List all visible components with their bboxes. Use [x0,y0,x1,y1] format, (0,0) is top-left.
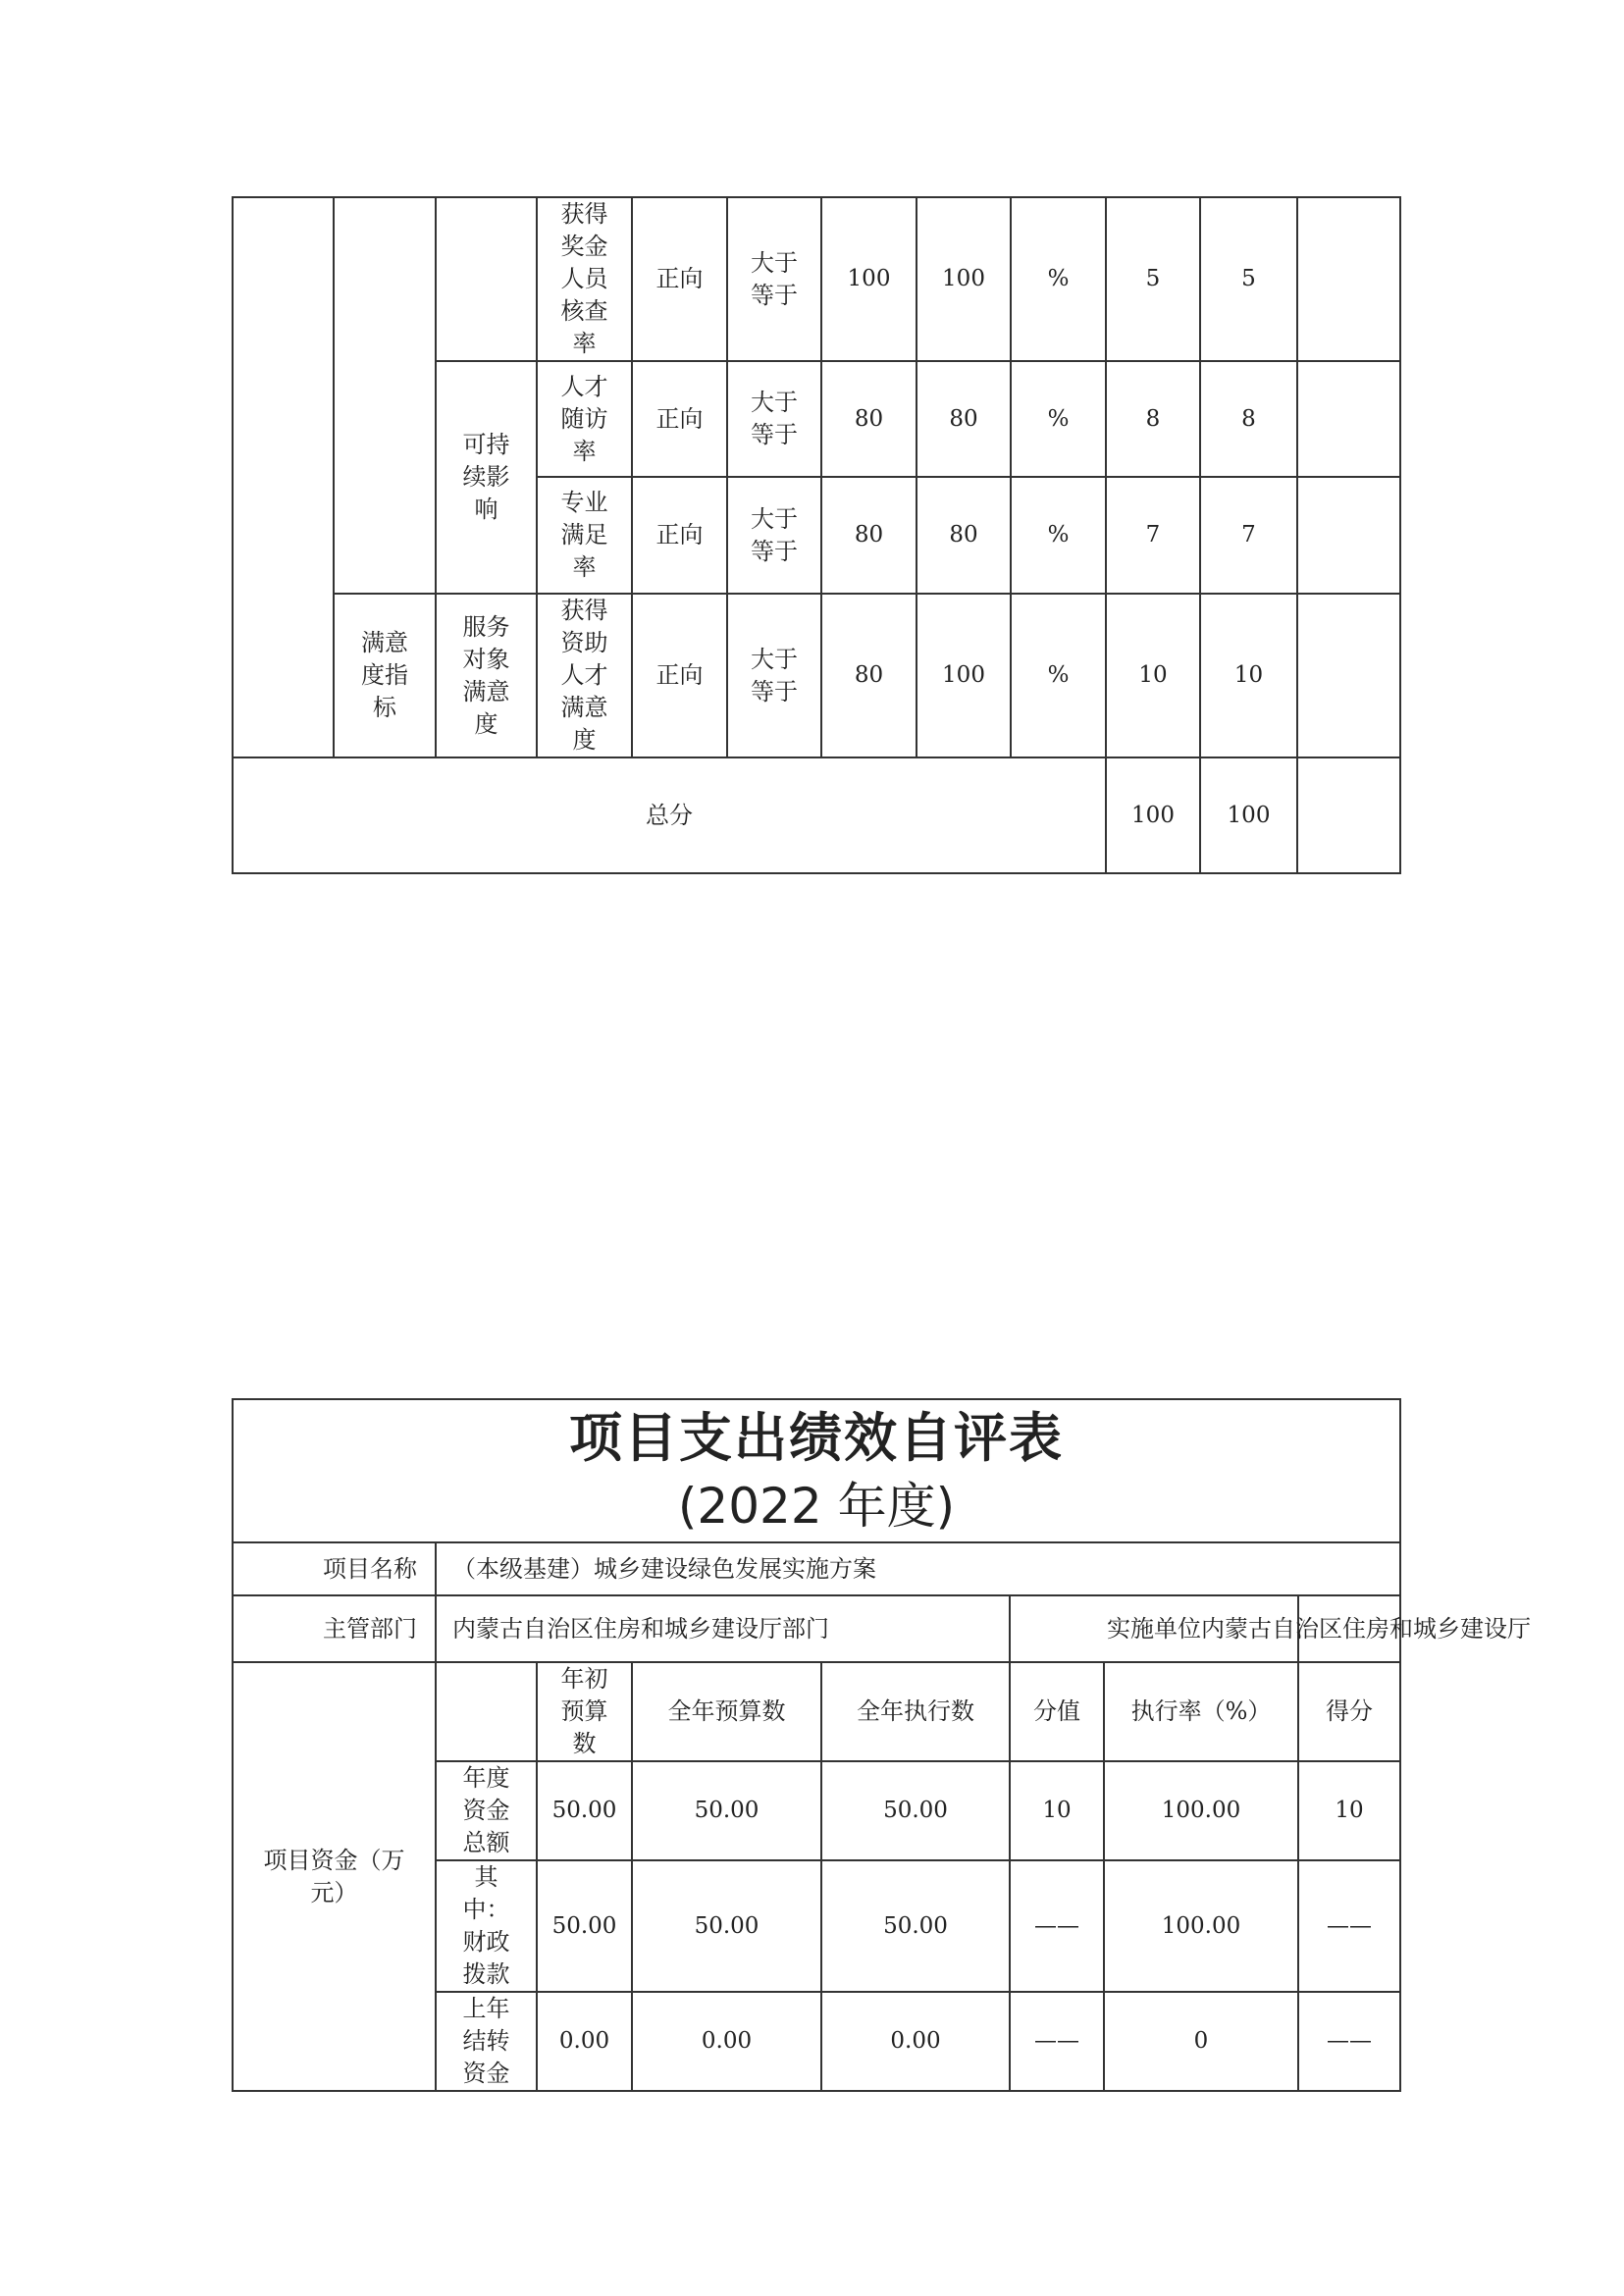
actual-cell: 100 [917,594,1011,757]
direction-cell: 正向 [632,594,727,757]
total-label: 总分 [233,757,1106,873]
rate-cell: 0 [1104,1992,1298,2091]
project-name-label: 项目名称 [233,1542,436,1595]
title-cell [233,1399,1400,1542]
target-cell: 80 [821,594,917,757]
note-cell [1297,594,1400,757]
header-score: 得分 [1298,1662,1400,1761]
project-name-row [233,1542,1400,1595]
relation-cell [727,197,821,361]
header-annual: 全年预算数 [632,1662,821,1761]
score-cell: —— [1298,1992,1400,2091]
score-cell: 5 [1200,197,1297,361]
header-text: 年初预算数 [560,1665,608,1757]
actual-cell: 100 [917,197,1011,361]
note-cell [1297,477,1400,594]
dept-value: 内蒙古自治区住房和城乡建设厅部门 [436,1595,1010,1662]
direction-cell: 正向 [632,361,727,477]
weight-cell: 5 [1106,197,1200,361]
target-cell: 80 [821,361,917,477]
target-cell: 80 [821,477,917,594]
weight-cell: —— [1010,1860,1104,1992]
initial-cell: 0.00 [537,1992,632,2091]
annual-cell: 50.00 [632,1860,821,1992]
header-rate: 执行率（%） [1104,1662,1298,1761]
executed-cell: 50.00 [821,1860,1010,1992]
self-evaluation-table [232,1398,1531,2092]
funds-label-cell [233,1662,436,2091]
weight-cell: 10 [1106,594,1200,757]
page-title: 项目支出绩效自评表 [569,1407,1064,1469]
funds-label: 项目资金（万元） [263,1846,405,1906]
score-cell: 10 [1298,1761,1400,1860]
indicator-text: 获得奖金人员核查率 [560,200,608,357]
impl-label: 实施单位 [1010,1595,1298,1662]
annual-cell: 0.00 [632,1992,821,2091]
project-name-value: （本级基建）城乡建设绿色发展实施方案 [436,1542,1400,1595]
executed-cell: 50.00 [821,1761,1010,1860]
indicator-text: 获得资助人才满意度 [560,597,608,754]
relation-cell [727,477,821,594]
note-cell [1297,197,1400,361]
total-row [233,757,1400,873]
dept-label: 主管部门 [233,1595,436,1662]
sustain-category-cell [436,361,537,594]
total-score: 100 [1200,757,1297,873]
direction-cell: 正向 [632,477,727,594]
unit-cell: % [1011,361,1106,477]
blank-cell [436,197,537,361]
total-weight: 100 [1106,757,1200,873]
score-cell: 7 [1200,477,1297,594]
relation-text: 大于等于 [751,504,798,565]
direction-cell: 正向 [632,197,727,361]
relation-cell [727,594,821,757]
satisfaction-category-cell [334,594,436,757]
note-cell [1297,361,1400,477]
indicator-cell [537,197,632,361]
row-label [436,1992,537,2091]
indicator-cell [537,594,632,757]
score-cell: 10 [1200,594,1297,757]
score-cell: —— [1298,1860,1400,1992]
blank-cell [436,1662,537,1761]
indicator-text: 专业满足率 [560,489,608,581]
table-row [233,197,1400,361]
initial-cell: 50.00 [537,1761,632,1860]
row-label-text: 上年结转资金 [462,1995,510,2087]
table-row [233,594,1400,757]
service-label: 服务对象满意度 [462,612,510,738]
score-cell: 8 [1200,361,1297,477]
blank-cell [334,197,436,594]
header-executed: 全年执行数 [821,1662,1010,1761]
weight-cell: —— [1010,1992,1104,2091]
row-label [436,1860,537,1992]
weight-cell: 8 [1106,361,1200,477]
target-cell: 100 [821,197,917,361]
row-label [436,1761,537,1860]
blank-cell [233,197,334,757]
actual-cell: 80 [917,477,1011,594]
indicator-text: 人才随访率 [560,372,608,465]
relation-text: 大于等于 [751,645,798,705]
sustain-label: 可持续影响 [462,431,510,523]
relation-text: 大于等于 [751,248,798,309]
unit-cell: % [1011,594,1106,757]
row-label-text: 其中：财政拨款 [462,1863,510,1988]
header-weight: 分值 [1010,1662,1104,1761]
header-initial [537,1662,632,1761]
indicator-cell [537,361,632,477]
title-row [233,1399,1400,1542]
indicator-table [232,196,1401,874]
actual-cell: 80 [917,361,1011,477]
rate-cell: 100.00 [1104,1860,1298,1992]
weight-cell: 7 [1106,477,1200,594]
annual-cell: 50.00 [632,1761,821,1860]
page-subtitle: (2022 年度) [677,1478,956,1535]
indicator-cell [537,477,632,594]
relation-cell [727,361,821,477]
service-category-cell [436,594,537,757]
row-label-text: 年度资金总额 [462,1764,510,1856]
unit-cell: % [1011,197,1106,361]
executed-cell: 0.00 [821,1992,1010,2091]
impl-value-text: 内蒙古自治区住房和城乡建设厅 [1201,1614,1531,1643]
impl-value [1201,1595,1531,1662]
rate-cell: 100.00 [1104,1761,1298,1860]
dept-row [233,1595,1400,1662]
unit-cell: % [1011,477,1106,594]
weight-cell: 10 [1010,1761,1104,1860]
initial-cell: 50.00 [537,1860,632,1992]
funds-header-row [233,1662,1400,1761]
relation-text: 大于等于 [751,389,798,448]
blank-cell [1297,757,1400,873]
satisfaction-label: 满意度指标 [361,629,408,721]
